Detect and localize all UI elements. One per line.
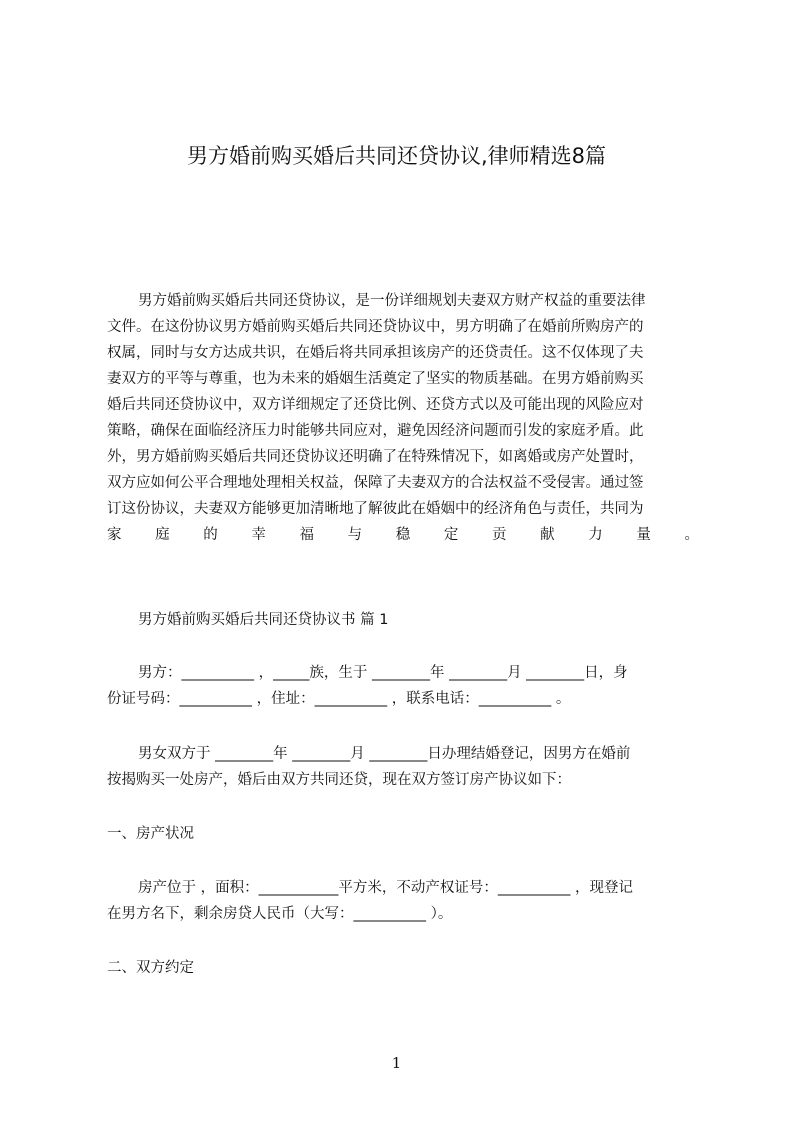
intro-char: 的 [203,527,218,543]
intro-line: 订这份协议，夫妻双方能够更加清晰地了解彼此在婚姻中的经济角色与责任，共同为 [107,501,644,517]
document-title: 男方婚前购买婚后共同还贷协议,律师精选8篇 [186,144,607,168]
intro-char: 。 [684,527,699,543]
intro-line: 男方婚前购买婚后共同还贷协议，是一份详细规划夫妻双方财产权益的重要法律 [138,293,646,309]
intro-char: 幸 [251,527,266,543]
marriage-paragraph [107,741,699,793]
marriage-line: 按揭购买一处房产，婚后由双方共同还贷，现在双方签订房产协议如下： [107,772,571,788]
intro-line: 权属，同时与女方达成共识，在婚后将共同承担该房产的还贷责任。这不仅体现了夫 [107,345,644,361]
intro-line: 婚后共同还贷协议中，双方详细规定了还贷比例、还贷方式以及可能出现的风险应对 [107,397,644,413]
intro-char: 家 [107,527,122,543]
intro-line: 外，男方婚前购买婚后共同还贷协议还明确了在特殊情况下，如离婚或房产处置时， [107,449,644,465]
intro-line: 策略，确保在面临经济压力时能够共同应对，避免因经济问题而引发的家庭矛盾。此 [107,423,644,439]
section-title: 男方婚前购买婚后共同还贷协议书 篇 1 [138,612,389,628]
heading-agreement: 二、双方约定 [107,960,194,976]
intro-char: 稳 [395,527,411,543]
property-paragraph [107,875,699,927]
intro-char: 福 [299,527,314,543]
party-line: 份证号码：__________ ，住址：__________ ，联系电话：__________ 。 [107,691,571,707]
intro-char: 定 [443,527,459,543]
intro-line: 文件。在这份协议男方婚前购买婚后共同还贷协议中，男方明确了在婚前所购房产的 [107,319,644,335]
property-line: 房产位于 ，面积：___________平方米，不动产权证号：__________ ，现登记 [138,880,633,896]
property-line: 在男方名下，剩余房贷人民币（大写：__________ ）。 [107,906,453,922]
intro-char: 量 [636,527,651,543]
marriage-line: 男女双方于 ________年 ________月 ________日办理结婚登记，因男方在婚前 [138,746,631,762]
intro-line: 双方应如何公平合理地处理相关权益，保障了夫妻双方的合法权益不受侵害。通过签 [107,475,644,491]
page-number: 1 [391,1054,402,1072]
party-info-paragraph [107,660,699,712]
intro-char: 力 [588,527,603,543]
intro-line: 妻双方的平等与尊重，也为未来的婚姻生活奠定了坚实的物质基础。在男方婚前购买 [107,371,644,387]
intro-char: 与 [347,527,363,543]
intro-char: 庭 [155,527,170,543]
intro-last-line [107,522,699,548]
party-line: 男方：__________ ，_____族，生于 ________年 ________月 ________日，身 [138,665,628,681]
intro-char: 贡 [492,527,507,543]
intro-char: 献 [540,527,555,543]
heading-property-status: 一、房产状况 [107,826,194,842]
intro-paragraph [107,288,699,548]
